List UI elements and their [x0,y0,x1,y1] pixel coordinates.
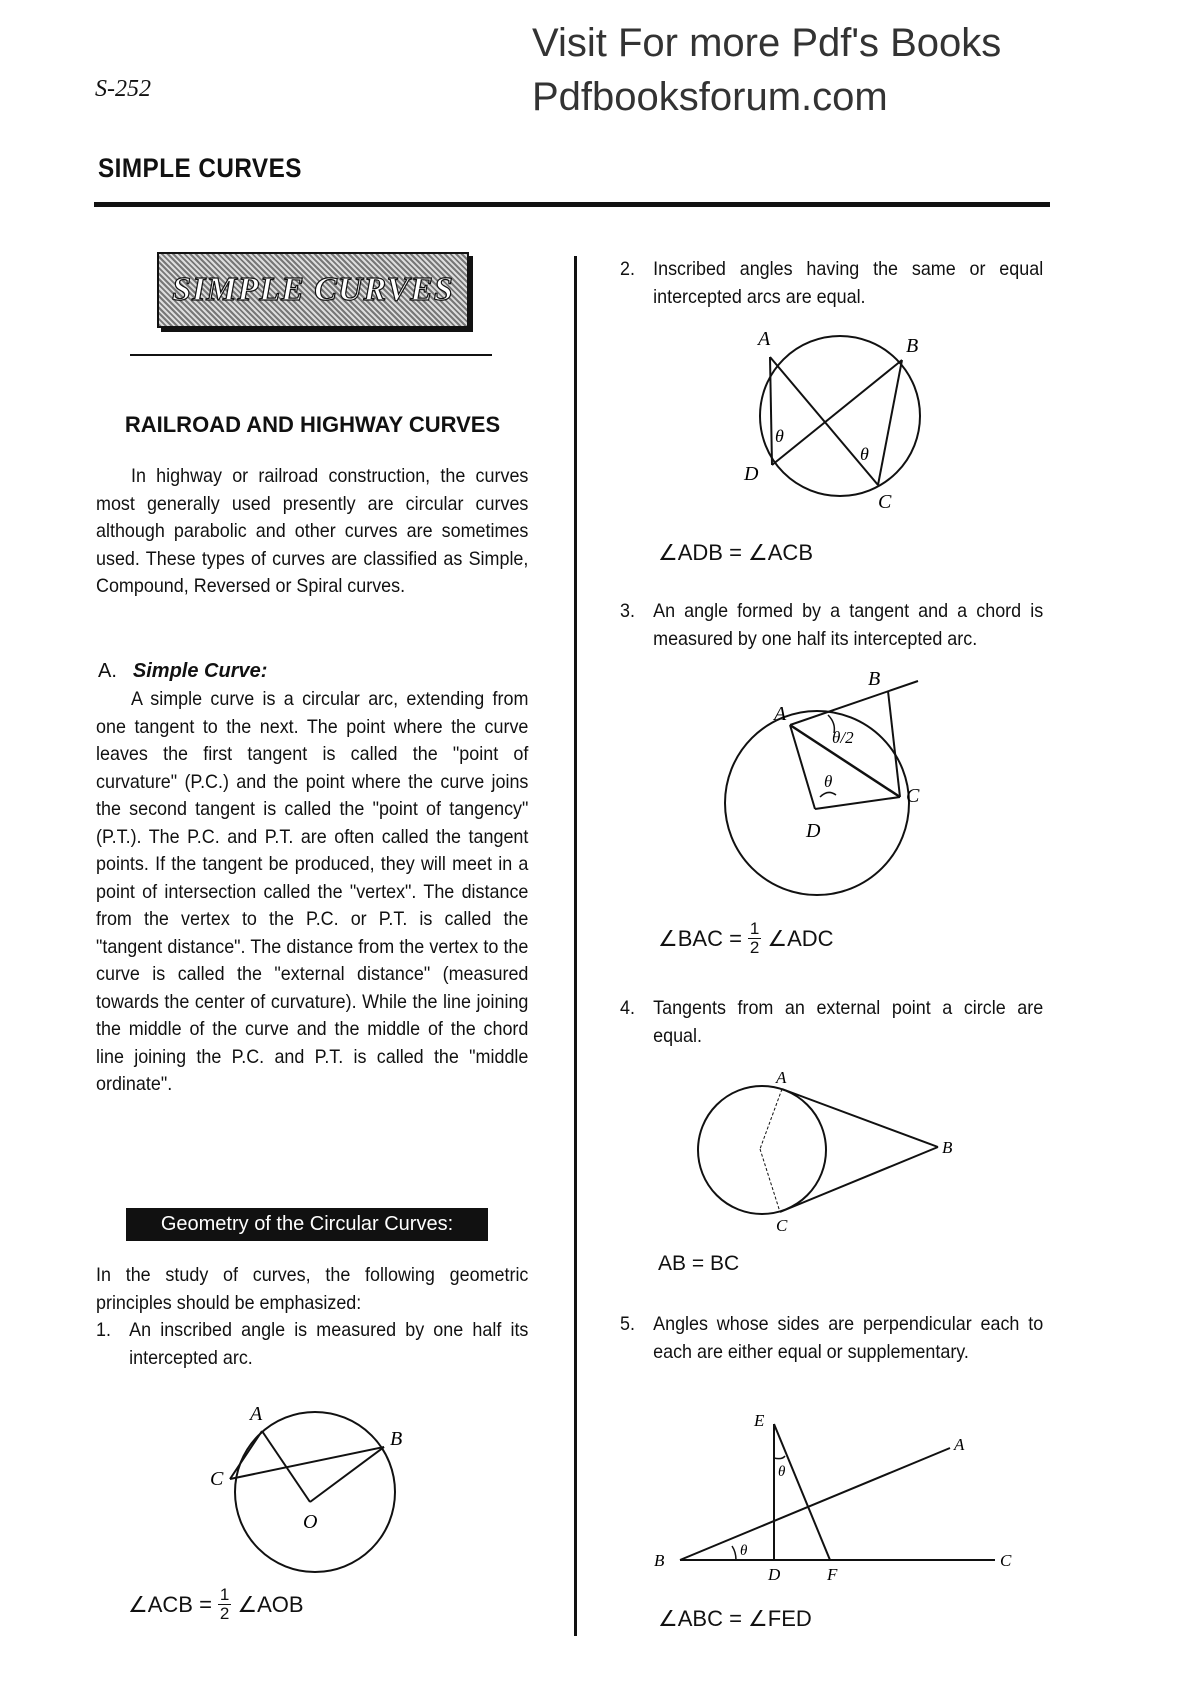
header-rule [94,202,1050,207]
principle-number: 4. [620,997,635,1019]
watermark-line-2: Pdfbooksforum.com [532,75,888,119]
badge-rule [130,354,492,356]
principle-text: Inscribed angles having the same or equal intercepted arcs are equal. [653,258,1044,308]
label-b: B [390,1428,403,1450]
label-c: C [1000,1551,1012,1570]
label-d: D [768,1565,781,1584]
formula-1-right: ∠AOB [237,1591,304,1617]
label-theta: θ [778,1464,786,1480]
simple-curve-paragraph: A simple curve is a circular arc, extending from one tangent to the next. The point where the curve leaves the first tangent is called the "point of curvature" (P.C.) and the point where the curve joins the second tangent is called the "point of tangency" (P.T.). The P.C. and P.T. are often called the tangent points. If the tangent be produced, they will meet in a point of intersection called the "vertex". The distance from the vertex to the P.C. or P.T. is called the "tangent distance". The distance from the vertex to the curve is called the "external distance" (measured towards the center of curvature). While the line joining the middle of the curve and the middle of the chord line joining the P.C. and P.T. is called the "middle ordinate". [96,688,529,1095]
simple-curve-title: Simple Curve: [132,660,268,682]
label-b: B [868,668,881,690]
principle-number: 5. [620,1313,635,1335]
fraction [218,1586,231,1623]
diagram-equal-inscribed-angles [730,320,950,520]
label-o: O [303,1511,318,1533]
watermark [532,16,1001,124]
label-a: A [776,1068,787,1087]
principle-text: Tangents from an external point a circle are equal. [653,997,1044,1047]
principle-3 [620,598,1043,653]
label-theta: θ [740,1543,748,1559]
watermark-line-1: Visit For more Pdf's Books [532,21,1002,65]
diagram-tangent-chord [720,665,970,900]
principle-1 [96,1317,528,1372]
label-c: C [776,1216,788,1235]
chapter-badge [157,252,469,328]
principle-text: An angle formed by a tangent and a chord is measured by one half its intercepted arc. [653,600,1044,650]
label-e: E [754,1412,765,1430]
label-half-theta: θ/2 [832,728,854,747]
column-divider [574,256,577,1636]
label-a: A [954,1435,965,1454]
principle-number: 2. [620,258,635,280]
label-f: F [827,1565,838,1584]
label-b: B [654,1551,665,1570]
fraction [748,920,761,957]
running-title: SIMPLE CURVES [98,153,302,183]
label-b: B [906,335,919,357]
label-a: A [758,328,771,350]
frac-num: 1 [219,1585,230,1604]
label-c: C [906,785,920,807]
principle-4 [620,995,1043,1050]
formula-1 [128,1586,304,1623]
principle-2 [620,256,1043,311]
simple-curve-heading [98,660,267,683]
formula-1-left: ∠ACB = [128,1591,212,1617]
formula-3 [658,920,834,957]
simple-curve-letter: A. [98,660,117,682]
frac-num: 1 [749,919,760,938]
principle-text: Angles whose sides are perpendicular each to each are either equal or supplementary. [653,1313,1044,1363]
formula-5: ∠ABC = ∠FED [658,1606,812,1631]
frac-den: 2 [749,938,760,957]
label-c: C [210,1468,224,1490]
label-a: A [774,703,787,725]
diagram-inscribed-angle [200,1390,420,1590]
label-theta: θ [824,772,833,791]
principle-5 [620,1311,1043,1366]
label-b: B [942,1138,953,1157]
label-c: C [878,491,892,513]
chapter-badge-label: SIMPLE CURVES [172,271,454,308]
geometry-heading: Geometry of the Circular Curves: [126,1208,488,1241]
page-number: S-252 [95,76,151,102]
formula-3-left: ∠BAC = [658,925,742,951]
label-theta: θ [775,426,784,446]
formula-2: ∠ADB = ∠ACB [658,540,813,565]
frac-den: 2 [219,1604,230,1623]
label-d: D [806,820,821,842]
principle-number: 1. [96,1319,111,1341]
diagram-external-tangents [688,1065,978,1240]
geometry-intro: In the study of curves, the following geometric principles should be emphasized: [96,1264,529,1314]
section-heading: RAILROAD AND HIGHWAY CURVES [124,412,501,437]
diagram-perpendicular-angles [650,1412,1030,1587]
principle-number: 3. [620,600,635,622]
formula-4: AB = BC [658,1252,740,1275]
formula-3-right: ∠ADC [767,925,834,951]
label-d: D [744,463,759,485]
intro-paragraph: In highway or railroad construction, the curves most generally used presently are circular curves although parabolic and other curves are sometimes used. These types of curves are classified as Simple, Compound, Reversed or Spiral curves. [96,465,529,597]
label-theta: θ [860,444,869,464]
label-a: A [250,1403,263,1425]
principle-text: An inscribed angle is measured by one half its intercepted arc. [129,1319,529,1369]
